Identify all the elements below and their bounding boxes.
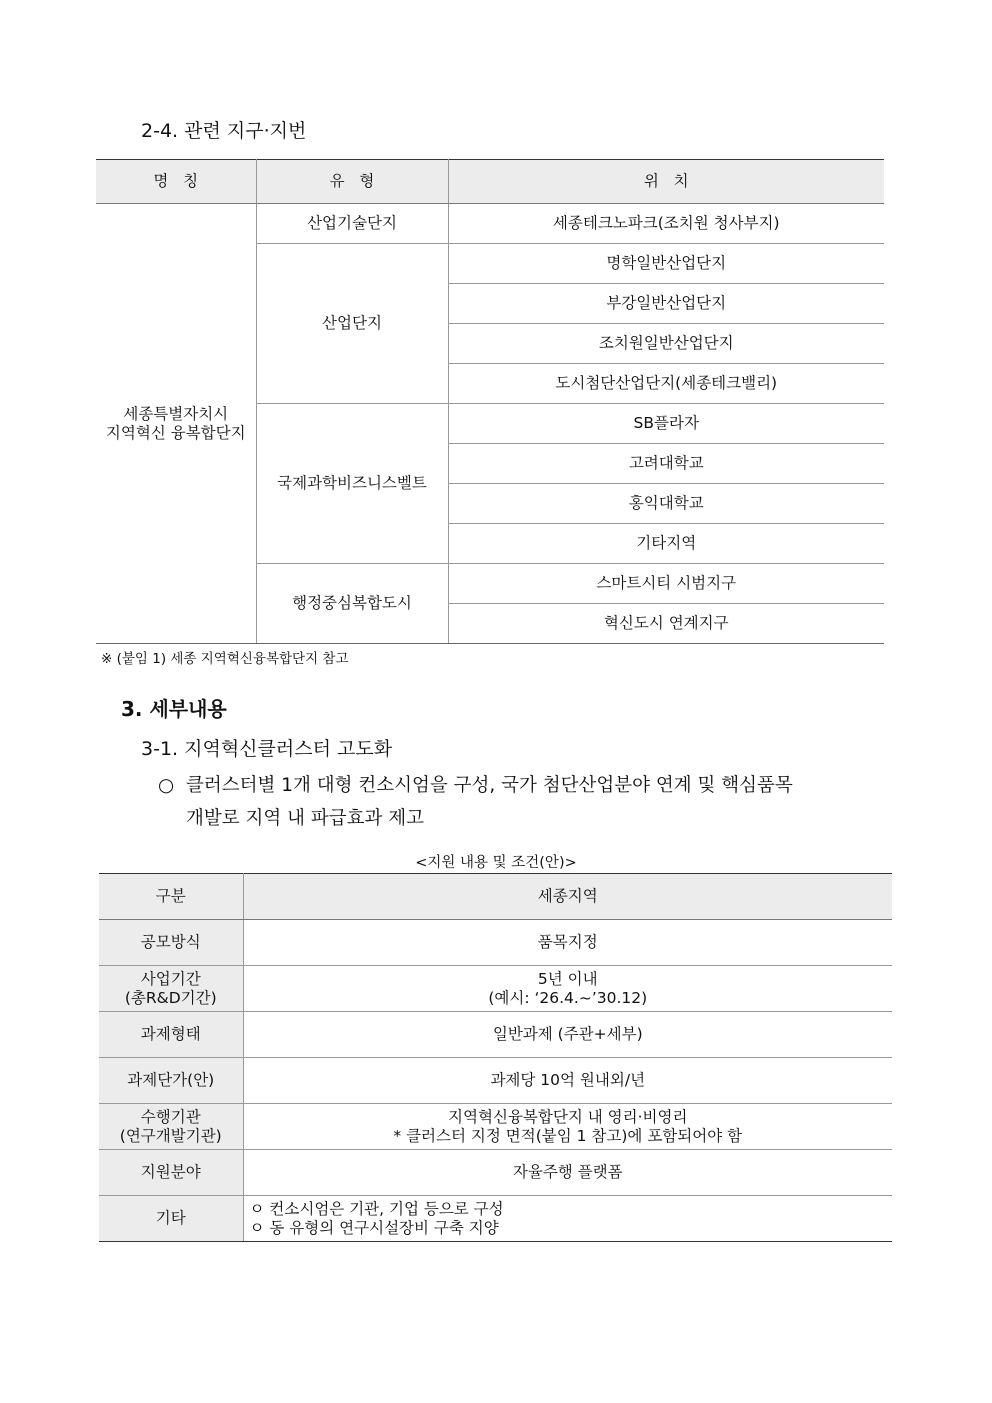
row-value: 지역혁신융복합단지 내 영리·비영리 * 클러스터 지정 면적(붙임 1 참고)에 포함되어야 함 bbox=[243, 1104, 892, 1150]
row-value: ㅇ 컨소시엄은 기관, 기업 등으로 구성 ㅇ 동 유형의 연구시설장비 구축 지양 bbox=[243, 1196, 892, 1242]
section-3-1-title: 3-1. 지역혁신클러스터 고도화 bbox=[141, 738, 393, 760]
header-sejong-region: 세종지역 bbox=[243, 874, 892, 920]
row-value: 품목지정 bbox=[243, 920, 892, 966]
type-cell: 행정중심복합도시 bbox=[256, 564, 448, 644]
row-label: 수행기관 (연구개발기관) bbox=[99, 1104, 243, 1150]
section-3-title: 3. 세부내용 bbox=[121, 697, 227, 721]
row-label: 과제단가(안) bbox=[99, 1058, 243, 1104]
row-value: 자율주행 플랫폼 bbox=[243, 1150, 892, 1196]
location-cell: 홍익대학교 bbox=[448, 484, 884, 524]
type-cell: 산업기술단지 bbox=[256, 204, 448, 244]
row-label: 기타 bbox=[99, 1196, 243, 1242]
bullet-text-line-1: 클러스터별 1개 대형 컨소시엄을 구성, 국가 첨단산업분야 연계 및 핵심품목 bbox=[186, 775, 793, 796]
row-value: 5년 이내 (예시: ‘26.4.~’30.12) bbox=[243, 966, 892, 1012]
row-value: 과제당 10억 원내외/년 bbox=[243, 1058, 892, 1104]
section-2-4-title: 2-4. 관련 지구·지번 bbox=[141, 120, 307, 142]
location-cell: SB플라자 bbox=[448, 404, 884, 444]
type-cell: 산업단지 bbox=[256, 244, 448, 404]
row-label: 과제형태 bbox=[99, 1012, 243, 1058]
location-cell: 세종테크노파크(조치원 청사부지) bbox=[448, 204, 884, 244]
row-value: 일반과제 (주관+세부) bbox=[243, 1012, 892, 1058]
bullet-text-line-2: 개발로 지역 내 파급효과 제고 bbox=[186, 808, 424, 829]
related-district-table bbox=[96, 159, 884, 644]
table2-caption: <지원 내용 및 조건(안)> bbox=[415, 855, 577, 871]
location-cell: 부강일반산업단지 bbox=[448, 284, 884, 324]
location-cell: 스마트시티 시범지구 bbox=[448, 564, 884, 604]
location-cell: 명학일반산업단지 bbox=[448, 244, 884, 284]
table1-note: ※ (붙임 1) 세종 지역혁신융복합단지 참고 bbox=[101, 651, 349, 667]
header-type: 유 형 bbox=[256, 160, 448, 204]
row-label: 공모방식 bbox=[99, 920, 243, 966]
header-location: 위 치 bbox=[448, 160, 884, 204]
location-cell: 고려대학교 bbox=[448, 444, 884, 484]
location-cell: 조치원일반산업단지 bbox=[448, 324, 884, 364]
row-label: 지원분야 bbox=[99, 1150, 243, 1196]
header-name: 명 칭 bbox=[96, 160, 256, 204]
complex-name-line-2: 지역혁신 융복합단지 bbox=[105, 423, 246, 442]
complex-name-cell bbox=[96, 204, 256, 644]
header-category: 구분 bbox=[99, 874, 243, 920]
bullet-circle-icon: ○ bbox=[158, 775, 175, 796]
location-cell: 혁신도시 연계지구 bbox=[448, 604, 884, 644]
support-conditions-table bbox=[99, 873, 892, 1242]
bullet-paragraph bbox=[158, 771, 793, 797]
type-cell: 국제과학비즈니스벨트 bbox=[256, 404, 448, 564]
location-cell: 도시첨단산업단지(세종테크밸리) bbox=[448, 364, 884, 404]
row-label: 사업기간 (총R&D기간) bbox=[99, 966, 243, 1012]
location-cell: 기타지역 bbox=[448, 524, 884, 564]
complex-name-line-1: 세종특별자치시 bbox=[123, 404, 229, 423]
